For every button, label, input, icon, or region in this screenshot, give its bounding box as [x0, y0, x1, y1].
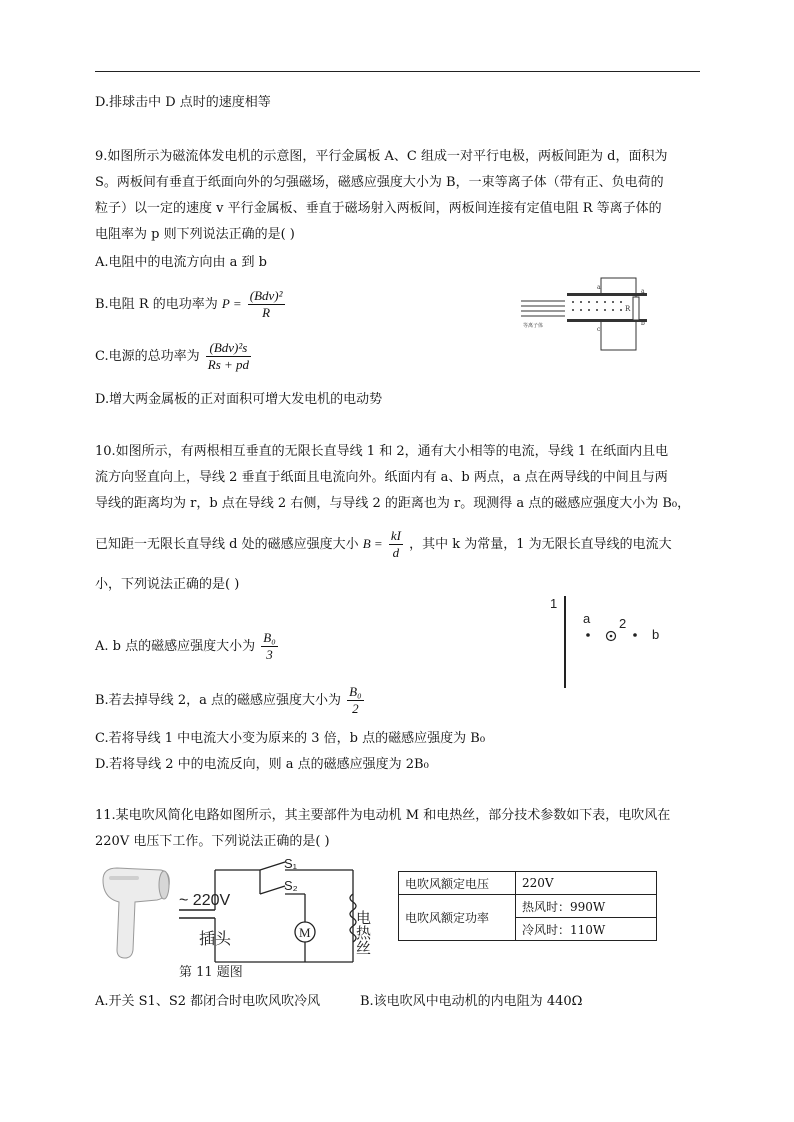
magnetic-field-dots	[572, 301, 622, 311]
q10-figure-wires	[540, 590, 670, 690]
q8-option-d: D.排球击中 D 点时的速度相等	[95, 95, 271, 110]
plasma-beam-arrows	[521, 301, 565, 316]
q11-stem-line-1: 11.某电吹风简化电路如图所示，其主要部件为电动机 M 和电热丝，部分技术参数如下表，电吹风在	[95, 808, 671, 823]
q10-option-b-numerator: B₀	[349, 684, 362, 699]
q11-option-a: A.开关 S1、S2 都闭合时电吹风吹冷风	[95, 994, 321, 1009]
q11-stem-line-2: 220V 电压下工作。下列说法正确的是( )	[95, 834, 330, 849]
label-plate-c: c	[597, 326, 601, 333]
q10-formula-suffix: ，其中 k 为常量，1 为无限长直导线的电流大	[409, 537, 672, 552]
q9-option-c-denominator: Rs + pd	[207, 357, 250, 372]
label-voltage: ~ 220V	[179, 892, 231, 909]
q11-option-b: B.该电吹风中电动机的内电阻为 440Ω	[360, 994, 583, 1009]
figure-caption: 第 11 题图	[179, 965, 243, 980]
q10-option-b-prefix: B.若去掉导线 2，a 点的磁感应强度大小为	[95, 693, 341, 708]
hot-wind-power: 热风时：990W	[516, 895, 657, 918]
rated-power-label: 电吹风额定功率	[399, 895, 516, 941]
q10-formula-numerator: kI	[390, 528, 401, 543]
label-resistor: R	[625, 305, 631, 313]
q10-stem-end: 小，下列说法正确的是( )	[95, 577, 240, 592]
label-wire-2: 2	[619, 616, 627, 631]
label-plasma: 等离子体	[523, 323, 544, 329]
label-motor: M	[299, 925, 311, 940]
q10-option-c: C.若将导线 1 中电流大小变为原来的 3 倍，b 点的磁感应强度为 B₀	[95, 731, 486, 746]
label-plug: 插头	[199, 929, 232, 948]
q10-option-b-denominator: 2	[352, 701, 359, 716]
hair-dryer-image	[103, 868, 169, 958]
q10-stem-line-1: 10.如图所示，有两根相互垂直的无限长直导线 1 和 2，通有大小相等的电流，导线 1 在纸面内且电	[95, 444, 669, 459]
point-b-dot	[633, 633, 637, 637]
q10-option-a-fraction	[261, 630, 277, 663]
label-s2: S₂	[284, 878, 298, 893]
q9-option-c-fraction	[206, 340, 251, 373]
point-a-dot	[586, 633, 590, 637]
q10-formula-prefix: 已知距一无限长直导线 d 处的磁感应强度大小	[95, 537, 359, 552]
q9-figure-mhd-generator	[515, 275, 655, 355]
q9-stem-line-2: S。两板间有垂直于纸面向外的匀强磁场，磁感应强度大小为 B，一束等离子体（带有正、负电荷的	[95, 175, 664, 190]
q10-option-b-fraction	[347, 684, 363, 717]
q9-option-b-numerator: (Bdv)²	[249, 288, 283, 303]
q10-formula-denominator: d	[392, 545, 400, 560]
q9-option-b-denominator: R	[262, 305, 271, 320]
label-point-a: a	[583, 611, 591, 626]
plug-lines	[179, 910, 215, 918]
header-rule	[95, 71, 700, 72]
label-s1: S₁	[284, 858, 298, 871]
plate-a	[567, 293, 647, 296]
q10-option-d: D.若将导线 2 中的电流反向，则 a 点的磁感应强度为 2B₀	[95, 757, 429, 772]
table-row	[399, 895, 657, 918]
label-wire-1: 1	[550, 596, 558, 611]
cold-wind-power: 冷风时：110W	[516, 918, 657, 941]
wire-2-dot	[610, 635, 613, 638]
q9-stem-line-4: 电阻率为 p 则下列说法正确的是( )	[95, 227, 295, 242]
q9-stem-line-1: 9.如图所示为磁流体发电机的示意图，平行金属板 A、C 组成一对平行电极，两板间距为 d，面积为	[95, 149, 668, 164]
q10-formula-line	[95, 528, 672, 561]
q10-formula-fraction	[389, 528, 403, 561]
q10-option-b	[95, 684, 366, 717]
label-term-a: a	[641, 288, 645, 295]
q10-option-a	[95, 630, 280, 663]
q9-option-c-numerator: (Bdv)²s	[206, 340, 251, 357]
q10-formula-lhs: B =	[362, 536, 383, 551]
q9-option-b-prefix: B.电阻 R 的电功率为	[95, 297, 218, 312]
q9-option-c-prefix: C.电源的总功率为	[95, 349, 200, 364]
table-row	[399, 872, 657, 895]
q9-option-b-lhs: P =	[221, 296, 242, 311]
q10-stem-line-2: 流方向竖直向上，导线 2 垂直于纸面且电流向外。纸面内有 a、b 两点，a 点在两导线的中间且与两	[95, 470, 668, 485]
rated-voltage-value: 220V	[516, 872, 657, 895]
q9-option-b	[95, 288, 287, 321]
label-heater: 电热丝	[354, 910, 372, 955]
q9-option-a: A.电阻中的电流方向由 a 到 b	[95, 255, 267, 270]
label-point-b: b	[652, 627, 660, 642]
label-term-b: b	[641, 320, 645, 327]
rated-voltage-label: 电吹风额定电压	[399, 872, 516, 895]
q9-option-c	[95, 340, 253, 373]
q11-parameter-table	[398, 871, 657, 941]
bottom-wire	[601, 320, 636, 350]
circuit-wires	[215, 862, 353, 962]
label-plate-a: a	[597, 284, 601, 291]
q10-stem-line-3: 导线的距离均为 r，b 点在导线 2 右侧，与导线 2 的距离也为 r。现测得 a 点的磁感应强度大小为 B₀，	[95, 496, 691, 511]
q11-figure-circuit	[95, 858, 395, 980]
resistor-r	[633, 297, 639, 320]
q9-option-b-fraction	[248, 288, 285, 321]
q10-option-a-denominator: 3	[266, 647, 273, 662]
q10-option-a-prefix: A. b 点的磁感应强度大小为	[95, 639, 256, 654]
q9-stem-line-3: 粒子）以一定的速度 v 平行金属板、垂直于磁场射入两板间，两板间连接有定值电阻 R 等离子体的	[95, 201, 662, 216]
q10-option-a-numerator: B₀	[263, 630, 276, 645]
q9-option-d: D.增大两金属板的正对面积可增大发电机的电动势	[95, 392, 383, 407]
